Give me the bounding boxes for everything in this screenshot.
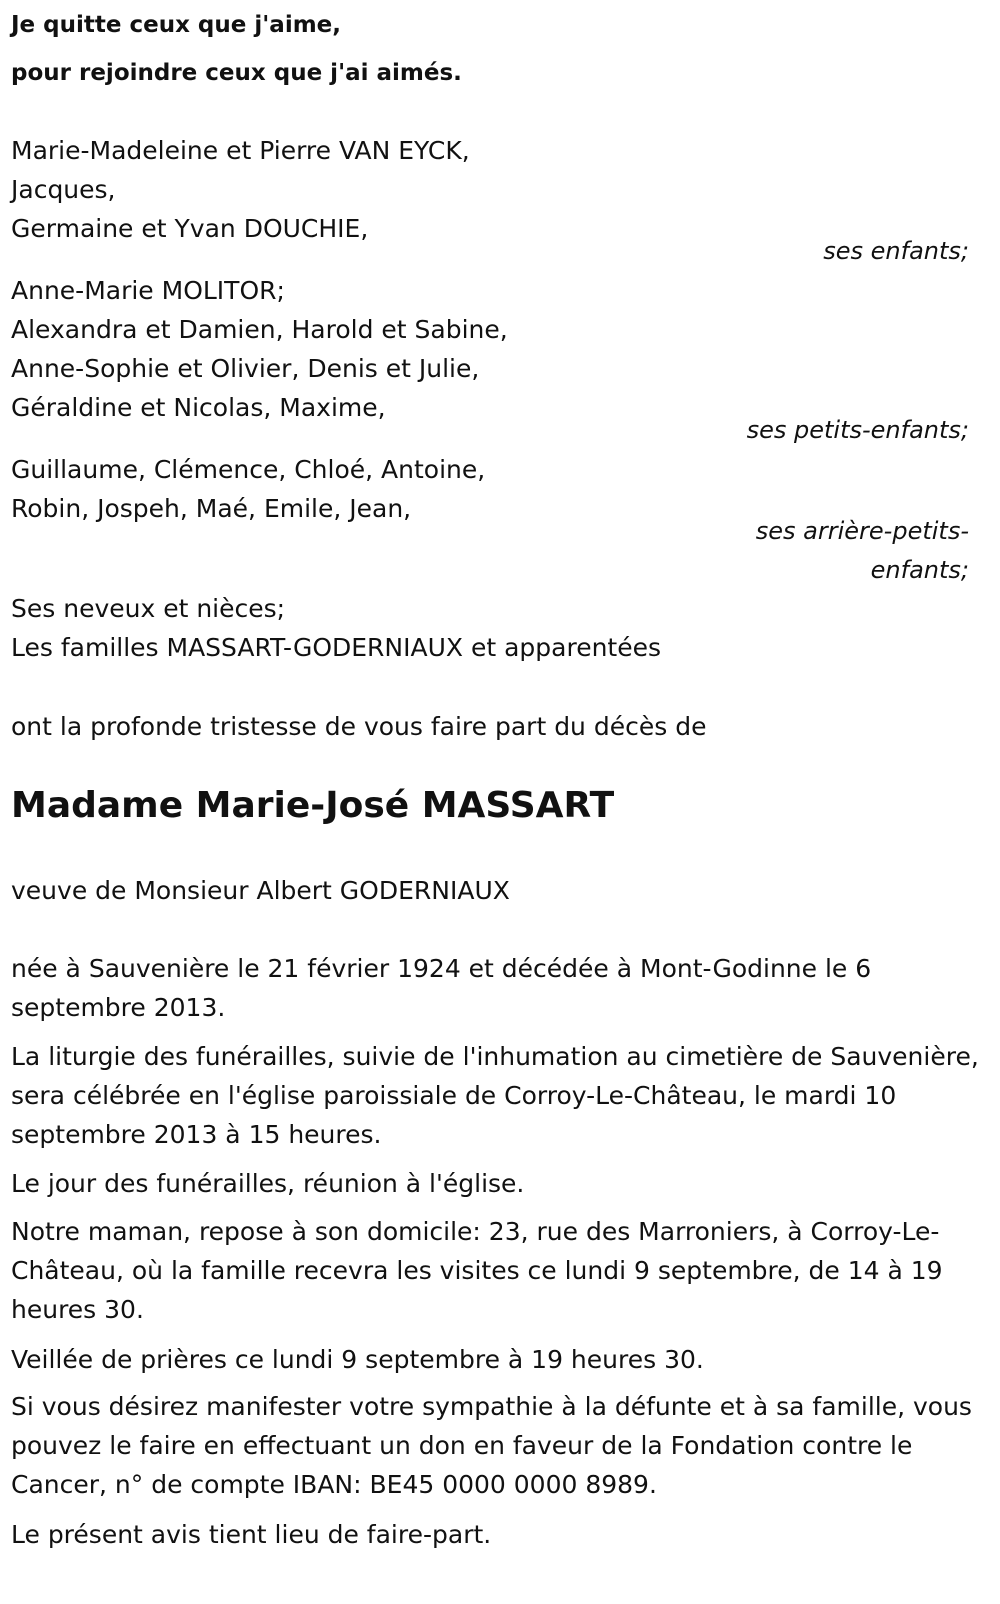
residence-paragraph: Notre maman, repose à son domicile: 23, rue des Marroniers, à Corroy-Le-Château, où la famille recevra les visites ce lundi 9 septembre, de 14 à 19 heures 30. [11,1217,943,1324]
grandchildren-name: Géraldine et Nicolas, Maxime, [11,393,386,422]
children-name: Germaine et Yvan DOUCHIE, [11,214,369,243]
closing-paragraph: Le présent avis tient lieu de faire-part. [11,1520,492,1549]
great-grandchildren-name: Robin, Jospeh, Maé, Emile, Jean, [11,494,412,523]
children-name: Jacques, [11,175,116,204]
birth-death-paragraph: née à Sauvenière le 21 février 1924 et décédée à Mont-Godinne le 6 septembre 2013. [11,954,872,1022]
epigraph-line-1: Je quitte ceux que j'aime, [11,12,342,38]
funeral-paragraph: La liturgie des funérailles, suivie de l'inhumation au cimetière de Sauvenière, sera célébrée en l'église paroissiale de Corroy-Le-Château, le mardi 10 septembre 2013 à 15 heures. [11,1042,979,1149]
great-grandchildren-name: Guillaume, Clémence, Chloé, Antoine, [11,455,486,484]
gathering-paragraph: Le jour des funérailles, réunion à l'église. [11,1169,525,1198]
widow-of: veuve de Monsieur Albert GODERNIAUX [11,876,510,905]
great-grandchildren-role-line-2: enfants; [870,556,969,584]
deceased-name: Madame Marie-José MASSART [11,785,615,826]
vigil-paragraph: Veillée de prières ce lundi 9 septembre à 19 heures 30. [11,1345,704,1374]
children-role: ses enfants; [823,237,969,265]
grandchildren-name: Anne-Marie MOLITOR; [11,276,285,305]
epigraph-line-2: pour rejoindre ceux que j'ai aimés. [11,60,462,86]
nephews-nieces: Ses neveux et nièces; [11,594,286,623]
great-grandchildren-role-line-1: ses arrière-petits- [755,517,969,545]
grandchildren-name: Anne-Sophie et Olivier, Denis et Julie, [11,354,480,383]
announcement: ont la profonde tristesse de vous faire part du décès de [11,712,707,741]
children-name: Marie-Madeleine et Pierre VAN EYCK, [11,136,470,165]
grandchildren-role: ses petits-enfants; [746,416,969,444]
donation-paragraph: Si vous désirez manifester votre sympathie à la défunte et à sa famille, vous pouvez le faire en effectuant un don en faveur de la Fondation contre le Cancer, n° de compte IBAN: BE45 0000 0000 8989. [11,1392,972,1499]
grandchildren-name: Alexandra et Damien, Harold et Sabine, [11,315,508,344]
families: Les familles MASSART-GODERNIAUX et apparentées [11,633,662,662]
